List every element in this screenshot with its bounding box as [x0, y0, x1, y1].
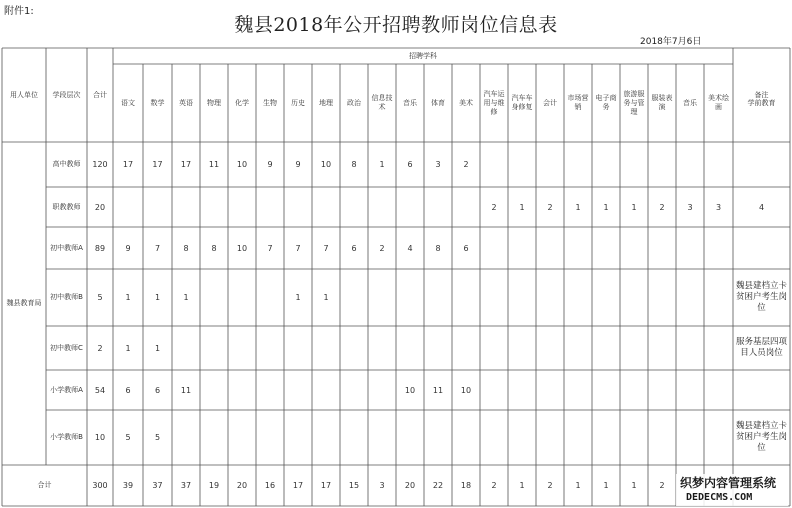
table-cell: [536, 410, 564, 465]
table-cell: [172, 187, 200, 227]
table-cell: [256, 326, 284, 370]
header-subjects-group: 招聘学科: [409, 51, 437, 60]
table-cell: [340, 326, 368, 370]
table-cell: [228, 269, 256, 326]
table-cell: [536, 326, 564, 370]
table-cell: 3: [715, 202, 722, 212]
row-level: 小学教师A: [50, 385, 83, 394]
table-cell: [480, 142, 508, 187]
table-cell: [592, 370, 620, 410]
table-cell: 1: [295, 293, 301, 302]
table-cell: [396, 410, 424, 465]
header-subject: 会计: [543, 98, 557, 107]
table-cell: [452, 269, 480, 326]
table-cell: [564, 269, 592, 326]
table-cell: 9: [267, 160, 273, 169]
row-remark: 魏县建档立卡贫困户考生岗位: [735, 421, 787, 453]
table-cell: [564, 410, 592, 465]
row-total: 89: [94, 243, 106, 253]
header-subject: 音乐: [683, 98, 697, 107]
table-cell: [312, 410, 340, 465]
row-total: 54: [94, 385, 106, 395]
table-cell: [368, 187, 396, 227]
table-cell: 2: [547, 202, 553, 212]
table-cell: 10: [460, 385, 472, 395]
table-cell: 8: [183, 243, 189, 253]
table-cell: [396, 326, 424, 370]
table-cell: [200, 269, 228, 326]
row-total: 20: [94, 202, 106, 212]
table-cell: 1: [323, 293, 329, 302]
table-cell: 11: [208, 160, 220, 169]
table-cell: 5: [125, 433, 131, 442]
header-subject: 英语: [179, 98, 193, 107]
row-total: 120: [92, 160, 108, 169]
table-cell: 9: [295, 160, 301, 169]
table-cell: [676, 142, 704, 187]
table-cell: [592, 269, 620, 326]
table-cell: 3: [435, 160, 441, 169]
table-cell: 7: [323, 243, 329, 253]
table-cell: 3: [687, 202, 693, 212]
table-cell: [452, 326, 480, 370]
table-cell: 1: [125, 293, 131, 302]
table-cell: [312, 370, 340, 410]
table-cell: [592, 142, 620, 187]
table-cell: 7: [295, 243, 301, 253]
table-cell: 1: [519, 202, 525, 212]
table-cell: [200, 370, 228, 410]
table-cell: 17: [180, 160, 192, 169]
table-cell: [368, 269, 396, 326]
header-subject: 语文: [121, 98, 135, 107]
table-cell: 7: [154, 243, 161, 253]
table-cell: [508, 326, 536, 370]
table-cell: [704, 326, 733, 370]
table-cell: [256, 410, 284, 465]
table-cell: [312, 187, 340, 227]
table-cell: [536, 227, 564, 269]
table-cell: 6: [125, 385, 131, 395]
table-cell: 39: [122, 481, 134, 490]
table-cell: [508, 410, 536, 465]
table-cell: 18: [460, 481, 472, 490]
header-subject: 政治: [347, 98, 361, 107]
header-subject: 旅游服务与管理: [623, 89, 645, 116]
table-cell: [480, 227, 508, 269]
table-cell: 17: [292, 481, 304, 490]
table-cell: 11: [432, 385, 444, 395]
table-cell: [396, 269, 424, 326]
table-cell: 6: [154, 385, 161, 395]
table-cell: 1: [183, 293, 189, 302]
table-cell: 2: [491, 202, 497, 212]
table-cell: [564, 370, 592, 410]
header-subject: 市场营销: [567, 94, 589, 111]
table-cell: 20: [404, 481, 416, 490]
header-total: 合计: [93, 90, 107, 99]
table-cell: [284, 326, 312, 370]
table-cell: [648, 410, 676, 465]
table-cell: 6: [351, 243, 357, 253]
table-cell: [648, 370, 676, 410]
table-cell: [256, 370, 284, 410]
table-cell: 2: [491, 481, 497, 490]
table-cell: 5: [154, 433, 161, 442]
table-cell: [228, 187, 256, 227]
table-cell: [368, 326, 396, 370]
table-cell: [536, 269, 564, 326]
table-cell: [620, 410, 648, 465]
table-cell: 1: [575, 202, 581, 212]
table-cell: [480, 326, 508, 370]
table-cell: [648, 227, 676, 269]
table-cell: 1: [519, 481, 525, 490]
row-remark: [733, 370, 790, 410]
table-cell: 1: [379, 160, 385, 169]
header-subject: 体育: [431, 98, 445, 107]
table-cell: 10: [404, 385, 416, 395]
table-cell: [228, 410, 256, 465]
table-cell: [228, 326, 256, 370]
table-cell: [424, 326, 452, 370]
table-cell: [620, 269, 648, 326]
table-cell: [284, 370, 312, 410]
row-total: 300: [92, 481, 108, 490]
row-level: 初中教师C: [50, 343, 83, 352]
table-cell: [452, 410, 480, 465]
row-level: 高中教师: [52, 160, 81, 168]
header-subject: 美术: [459, 98, 473, 107]
row-level: 合计: [37, 481, 52, 489]
table-cell: [508, 142, 536, 187]
header-remarks: 备注: [754, 90, 769, 99]
table-cell: 1: [575, 481, 581, 490]
table-cell: [676, 227, 704, 269]
table-cell: [200, 410, 228, 465]
table-cell: 17: [122, 160, 134, 169]
table-cell: [508, 269, 536, 326]
header-subject: 生物: [263, 98, 277, 107]
table-cell: [284, 410, 312, 465]
table-cell: [564, 326, 592, 370]
row-remark: 魏县建档立卡贫困户考生岗位: [735, 281, 787, 313]
table-cell: 11: [180, 385, 192, 395]
table-cell: 16: [264, 481, 276, 490]
table-cell: [564, 227, 592, 269]
table-cell: [508, 227, 536, 269]
table-cell: 1: [154, 343, 161, 353]
table-cell: [200, 187, 228, 227]
table-cell: [480, 269, 508, 326]
row-total: 2: [97, 343, 103, 353]
document-date: 2018年7月6日: [640, 37, 702, 47]
table-cell: [368, 410, 396, 465]
header-employer: 用人单位: [10, 90, 38, 99]
table-cell: 2: [547, 481, 553, 490]
header-subject: 美术绘画: [708, 94, 729, 111]
table-cell: [564, 142, 592, 187]
table-cell: 1: [603, 202, 609, 212]
table-cell: [676, 370, 704, 410]
table-cell: 3: [379, 481, 385, 490]
table-cell: 22: [432, 481, 444, 490]
table-cell: 2: [659, 202, 665, 212]
table-cell: [480, 410, 508, 465]
table-cell: [424, 269, 452, 326]
row-remark: [733, 227, 790, 269]
table-cell: [676, 410, 704, 465]
table-cell: [480, 370, 508, 410]
header-subject: 化学: [235, 98, 249, 107]
table-cell: [396, 187, 424, 227]
header-subject: 汽车运用与维修: [483, 89, 505, 116]
table-cell: [200, 326, 228, 370]
table-cell: 1: [631, 481, 637, 490]
table-cell: 7: [267, 243, 273, 253]
table-cell: [620, 326, 648, 370]
table-cell: 6: [407, 160, 413, 169]
table-cell: 9: [125, 243, 131, 253]
table-cell: [648, 142, 676, 187]
table-cell: [172, 326, 200, 370]
table-cell: 20: [236, 481, 248, 490]
header-subject: 音乐: [403, 98, 417, 107]
table-cell: 2: [463, 160, 469, 169]
table-cell: [340, 187, 368, 227]
table-cell: [592, 410, 620, 465]
row-total: 5: [97, 293, 103, 302]
table-cell: [113, 187, 143, 227]
watermark-url: DEDECMS.COM: [686, 492, 753, 503]
table-cell: 8: [351, 160, 357, 169]
table-cell: [704, 370, 733, 410]
table-cell: [340, 410, 368, 465]
table-cell: [312, 326, 340, 370]
row-level: 职教教师: [52, 202, 81, 211]
table-cell: [368, 370, 396, 410]
table-cell: [256, 269, 284, 326]
header-subject: 服装表演: [651, 94, 673, 111]
table-cell: 1: [603, 481, 609, 490]
table-cell: 8: [211, 243, 217, 253]
row-level: 初中教师B: [50, 293, 83, 301]
employer-cell: 魏县教育局: [6, 299, 42, 307]
table-cell: 37: [152, 481, 163, 490]
table-cell: [648, 326, 676, 370]
header-subject: 电子商务: [595, 94, 617, 111]
row-level: 初中教师A: [50, 243, 83, 252]
table-cell: 10: [320, 160, 332, 169]
table-cell: [620, 370, 648, 410]
table-cell: 17: [320, 481, 332, 490]
header-subject: 历史: [291, 98, 305, 107]
table-cell: 2: [659, 481, 665, 490]
table-cell: [704, 410, 733, 465]
table-cell: [676, 326, 704, 370]
table-cell: [592, 326, 620, 370]
row-level: 小学教师B: [50, 433, 83, 441]
header-subject: 信息技术: [371, 94, 393, 111]
table-cell: [704, 142, 733, 187]
table-cell: 10: [236, 160, 248, 169]
table-cell: 15: [348, 481, 360, 490]
row-remark: [733, 142, 790, 187]
attachment-label: 附件1:: [4, 6, 34, 17]
table-cell: [172, 410, 200, 465]
header-level: 学段层次: [52, 90, 81, 99]
page-title: 魏县2018年公开招聘教师岗位信息表: [234, 14, 558, 36]
table-cell: [620, 142, 648, 187]
table-cell: [536, 370, 564, 410]
table-cell: 4: [407, 243, 413, 253]
header-subject: 汽车车身修复: [511, 94, 533, 111]
table-cell: [340, 370, 368, 410]
table-cell: [620, 227, 648, 269]
table-cell: 6: [463, 243, 469, 253]
table-cell: 1: [154, 293, 161, 302]
table-cell: [340, 269, 368, 326]
table-cell: [704, 227, 733, 269]
row-total: 10: [94, 433, 106, 442]
table-cell: [452, 187, 480, 227]
table-cell: [424, 410, 452, 465]
table-cell: 2: [379, 243, 385, 253]
table-cell: [704, 269, 733, 326]
table-cell: 4: [758, 202, 765, 212]
header-subject: 学前教育: [747, 98, 776, 107]
table-cell: 1: [631, 202, 637, 212]
table-cell: [508, 370, 536, 410]
table-cell: [676, 269, 704, 326]
table-cell: [228, 370, 256, 410]
table-cell: [424, 187, 452, 227]
table-cell: 37: [180, 481, 192, 490]
table-cell: 8: [435, 243, 441, 253]
header-subject: 数学: [150, 98, 165, 107]
table-cell: 10: [236, 243, 248, 253]
row-remark: [733, 187, 790, 227]
table-cell: [143, 187, 172, 227]
header-subject: 地理: [319, 98, 333, 107]
table-cell: [284, 187, 312, 227]
header-subject: 物理: [207, 98, 221, 107]
row-remark: 服务基层四项目人员岗位: [735, 337, 787, 358]
table-cell: [536, 142, 564, 187]
table-cell: 17: [152, 160, 163, 169]
table-cell: [256, 187, 284, 227]
table-cell: [592, 227, 620, 269]
table-cell: 1: [125, 343, 131, 353]
watermark-text: 织梦内容管理系统: [680, 476, 777, 490]
table-cell: 19: [208, 481, 220, 490]
table-cell: [648, 269, 676, 326]
